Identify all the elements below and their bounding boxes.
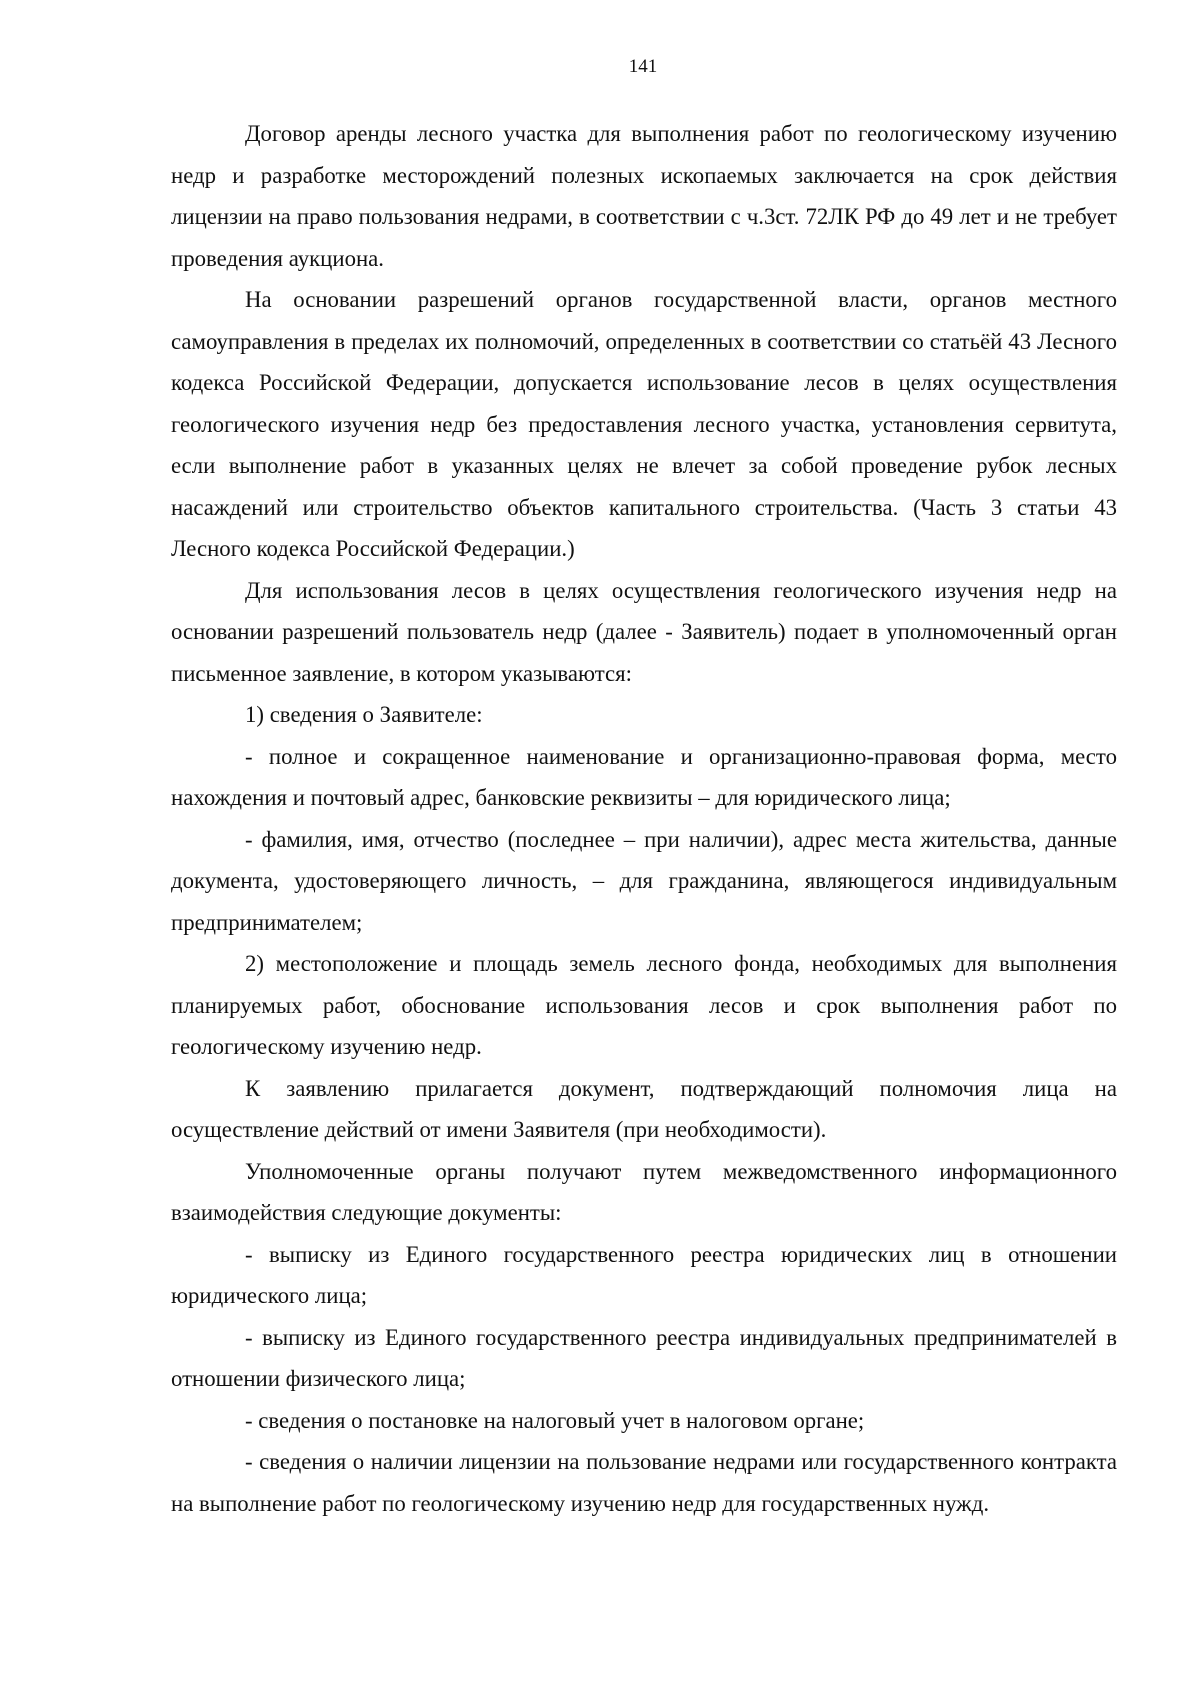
- document-body: [171, 113, 1117, 1524]
- list-item-tax-registration: - сведения о постановке на налоговый учет в налоговом органе;: [245, 1407, 865, 1433]
- list-item-legal-entities-registry: - выписку из Единого государственного реестра юридических лиц в отношении юридического лица;: [171, 1241, 1117, 1308]
- list-item-applicant-info: 1) сведения о Заявителе:: [245, 702, 483, 727]
- list-item-location-area: 2) местоположение и площадь земель лесного фонда, необходимых для выполнения планируемых работ, обоснование использования лесов и срок выполнения работ по геологическому изучению недр.: [171, 951, 1117, 1059]
- page-number: 141: [628, 56, 658, 77]
- paragraph-lease-agreement: Договор аренды лесного участка для выполнения работ по геологическому изучению недр и разработке месторождений полезных ископаемых заключается на срок действия лицензии на право пользования недрами, в соответствии с ч.3ст. 72ЛК РФ до 49 лет и не требует проведения аукциона.: [171, 121, 1117, 271]
- list-item-entrepreneurs-registry: - выписку из Единого государственного реестра индивидуальных предпринимателей в отношении физического лица;: [171, 1324, 1117, 1391]
- list-item-legal-entity: - полное и сокращенное наименование и организационно-правовая форма, место нахождения и почтовый адрес, банковские реквизиты – для юридического лица;: [171, 743, 1117, 810]
- paragraph-attached-document: К заявлению прилагается документ, подтверждающий полномочия лица на осуществление действий от имени Заявителя (при необходимости).: [171, 1075, 1117, 1142]
- list-item-license-info: - сведения о наличии лицензии на пользование недрами или государственного контракта на выполнение работ по геологическому изучению недр для государственных нужд.: [171, 1449, 1117, 1516]
- paragraph-application-submission: Для использования лесов в целях осуществления геологического изучения недр на основании разрешений пользователь недр (далее - Заявитель) подает в уполномоченный орган письменное заявление, в котором указываются:: [171, 577, 1117, 686]
- paragraph-interagency-documents: Уполномоченные органы получают путем межведомственного информационного взаимодействия следующие документы:: [171, 1158, 1117, 1225]
- paragraph-permissions-basis: На основании разрешений органов государственной власти, органов местного самоуправления в пределах их полномочий, определенных в соответствии со статьёй 43 Лесного кодекса Российской Федерации, допускается использование лесов в целях осуществления геологического изучения недр без предоставления лесного участка, установления сервитута, если выполнение работ в указанных целях не влечет за собой проведение рубок лесных насаждений или строительство объектов капитального строительства. (Часть 3 статьи 43 Лесного кодекса Российской Федерации.): [171, 287, 1117, 561]
- list-item-individual: - фамилия, имя, отчество (последнее – при наличии), адрес места жительства, данные документа, удостоверяющего личность, – для гражданина, являющегося индивидуальным предпринимателем;: [171, 826, 1117, 935]
